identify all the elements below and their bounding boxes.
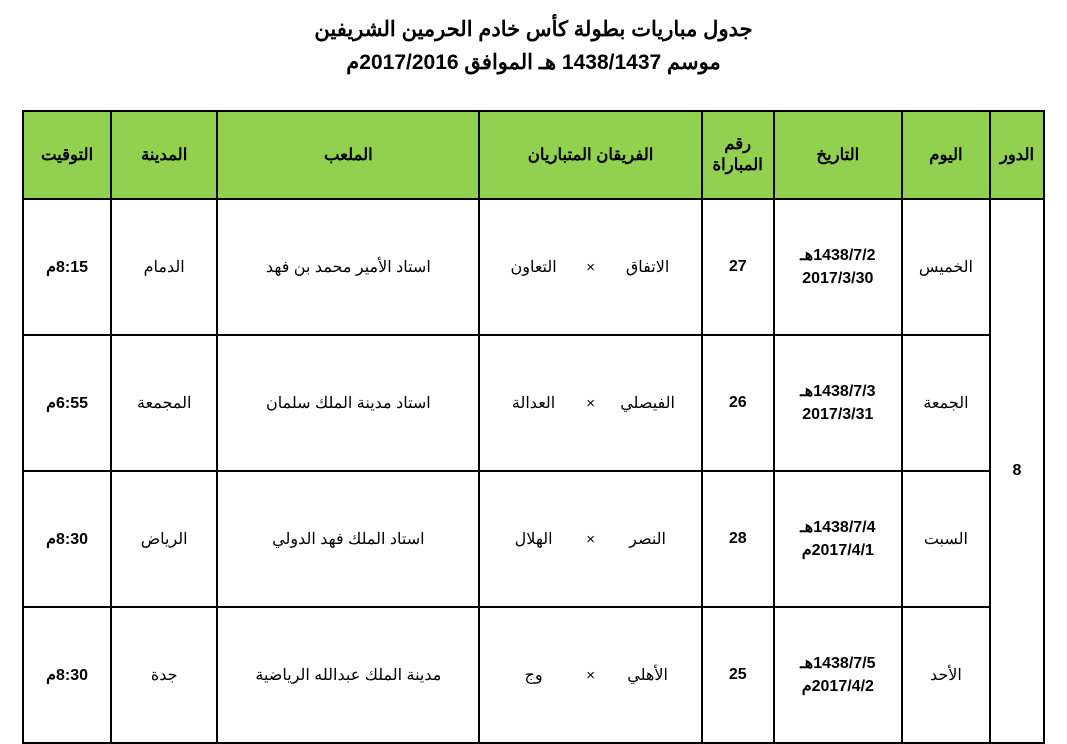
header-time	[23, 111, 111, 199]
team-right: النصر	[629, 531, 666, 548]
header-match-number-line2: المباراة	[712, 156, 763, 174]
cell-teams	[479, 471, 701, 607]
header-day	[902, 111, 990, 199]
cell-teams	[479, 607, 701, 743]
team-left: الهلال	[514, 531, 553, 548]
cell-stadium: استاد الأمير محمد بن فهد	[217, 199, 479, 335]
cell-time: 6:55م	[23, 335, 111, 471]
team-right: الأهلي	[627, 667, 668, 684]
versus-symbol: ×	[586, 395, 595, 412]
header-day-label: اليوم	[929, 145, 963, 164]
header-stadium	[217, 111, 479, 199]
cell-date	[774, 199, 902, 335]
cell-day: الخميس	[902, 199, 990, 335]
date-hijri: 1438/7/4هـ	[800, 518, 876, 536]
cell-stadium: استاد مدينة الملك سلمان	[217, 335, 479, 471]
header-match-number	[702, 111, 774, 199]
cell-match-number: 28	[702, 471, 774, 607]
schedule-table	[22, 110, 1045, 744]
cell-stadium: مدينة الملك عبدالله الرياضية	[217, 607, 479, 743]
cell-city: الدمام	[111, 199, 217, 335]
header-time-label: التوقيت	[40, 145, 94, 164]
header-stadium-label: الملعب	[323, 145, 373, 164]
title-line-2: موسم 1438/1437 هـ الموافق 2017/2016م	[346, 50, 721, 74]
table-row	[23, 607, 1044, 743]
schedule-table-wrapper	[22, 110, 1045, 744]
cell-day: السبت	[902, 471, 990, 607]
cell-date	[774, 471, 902, 607]
team-left: وج	[524, 667, 543, 684]
table-row	[23, 199, 1044, 335]
cell-match-number: 25	[702, 607, 774, 743]
date-gregorian: 2017/4/1م	[801, 542, 874, 559]
cell-city: الرياض	[111, 471, 217, 607]
date-gregorian: 2017/4/2م	[801, 678, 874, 695]
cell-match-number: 27	[702, 199, 774, 335]
versus-symbol: ×	[586, 531, 595, 548]
header-teams	[479, 111, 701, 199]
header-match-number-line1: رقم	[724, 135, 752, 154]
cell-time: 8:15م	[23, 199, 111, 335]
header-city	[111, 111, 217, 199]
cell-date	[774, 335, 902, 471]
title-line-1: جدول مباريات بطولة كأس خادم الحرمين الشريفين	[314, 18, 753, 41]
table-row	[23, 471, 1044, 607]
team-right: الفيصلي	[620, 395, 675, 412]
cell-match-number: 26	[702, 335, 774, 471]
date-hijri: 1438/7/2هـ	[800, 246, 876, 264]
table-header-row	[23, 111, 1044, 199]
cell-time: 8:30م	[23, 607, 111, 743]
header-round-label: الدور	[999, 145, 1035, 164]
cell-round: 8	[990, 199, 1044, 743]
table-body	[23, 199, 1044, 743]
cell-teams	[479, 199, 701, 335]
cell-date	[774, 607, 902, 743]
header-city-label: المدينة	[141, 145, 188, 164]
versus-symbol: ×	[586, 259, 595, 276]
team-left: العدالة	[511, 395, 556, 412]
header-date	[774, 111, 902, 199]
cell-day: الجمعة	[902, 335, 990, 471]
date-gregorian: 2017/3/31	[802, 406, 874, 423]
document-title	[0, 0, 1067, 79]
date-hijri: 1438/7/3هـ	[800, 382, 876, 400]
table-row	[23, 335, 1044, 471]
cell-city: المجمعة	[111, 335, 217, 471]
cell-city: جدة	[111, 607, 217, 743]
versus-symbol: ×	[586, 667, 595, 684]
cell-teams	[479, 335, 701, 471]
cell-stadium: استاد الملك فهد الدولي	[217, 471, 479, 607]
header-teams-label: الفريقان المتباريان	[527, 145, 654, 164]
date-gregorian: 2017/3/30	[802, 270, 874, 287]
header-round	[990, 111, 1044, 199]
team-right: الاتفاق	[625, 259, 670, 276]
date-hijri: 1438/7/5هـ	[800, 654, 876, 672]
cell-day: الأحد	[902, 607, 990, 743]
header-date-label: التاريخ	[816, 145, 860, 164]
cell-time: 8:30م	[23, 471, 111, 607]
team-left: التعاون	[510, 259, 557, 276]
